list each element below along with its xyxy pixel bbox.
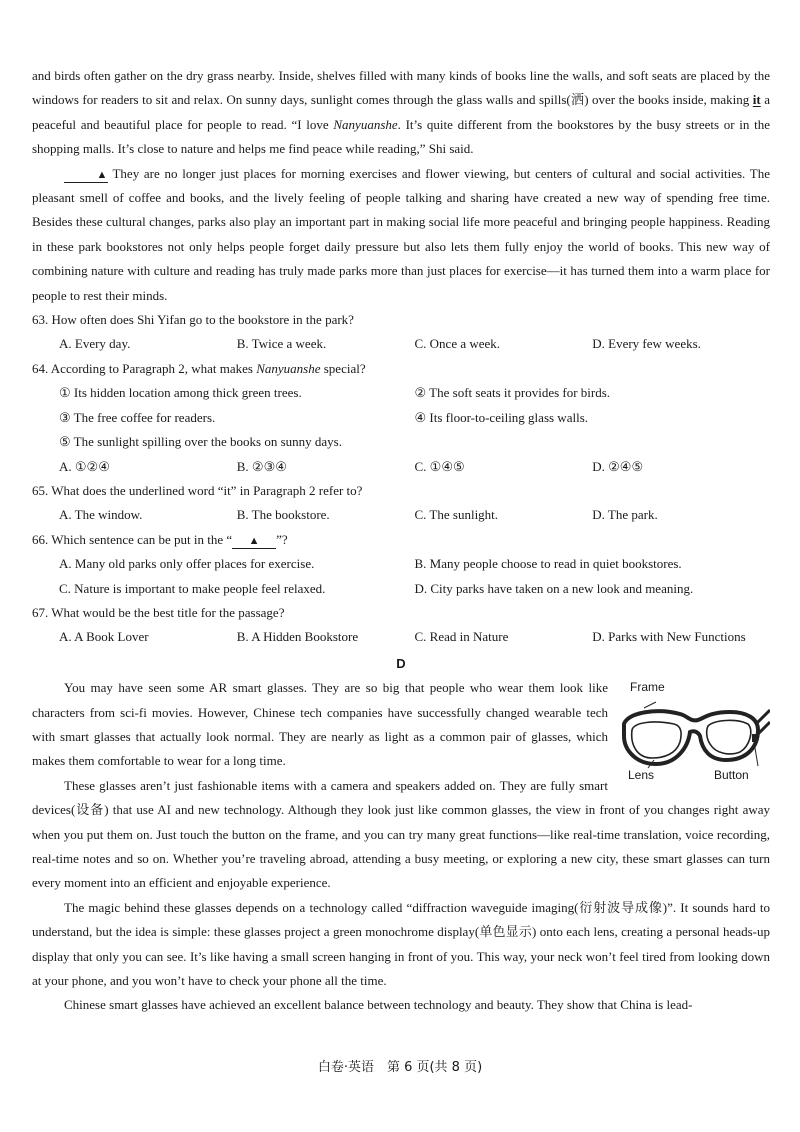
option-d: D. ②④⑤ <box>592 458 644 474</box>
figure-label-frame: Frame <box>630 680 665 695</box>
question-stem: 66. Which sentence can be put in the “ ▲ ”? <box>32 531 288 547</box>
passage-d-paragraph-3: The magic behind these glasses depends on a technology called “diffraction waveguide imaging(衍射波导成像)”. It sounds hard to understand, but the idea is simple: these glasses project a green monochrome display(单色显示) onto each lens, creating a personal heads-up display that only you can see. It’s like having a small screen hanging in front of you. This way, your neck won’t feel tired from looking down at your phone, and you won’t have to check your phone all the time. <box>32 899 770 989</box>
question-66 <box>32 528 770 601</box>
option-a: A. Every day. <box>59 336 131 352</box>
options <box>32 503 770 527</box>
passage-c-paragraph-3: ▲ They are no longer just places for morning exercises and flower viewing, but centers of cultural and social activities. The pleasant smell of coffee and books, and the lively feeling of people talking and sharing have created a new way of spending free time. Besides these cultural changes, parks also play an important part in making social life more peaceful and bringing people happiness. Reading in these park bookstores not only helps people forget daily pressure but also lets them fully enjoy the world of books. This new way of combining nature with culture and reading has truly made parks more than just places for exercise—it has turned them into a warm place for people to rest their minds. <box>32 165 770 303</box>
option-c: C. ①④⑤ <box>414 458 465 474</box>
option-a: A. ①②④ <box>59 458 110 474</box>
question-stem: 67. What would be the best title for the passage? <box>32 604 285 620</box>
option-a: A. A Book Lover <box>59 629 149 645</box>
option-b: B. Many people choose to read in quiet bookstores. <box>414 556 682 572</box>
question-64 <box>32 357 770 479</box>
statement-3: ③ The free coffee for readers. <box>59 409 216 425</box>
options <box>32 577 770 601</box>
options <box>32 625 770 649</box>
option-b: B. ②③④ <box>236 458 287 474</box>
question-stem: 64. According to Paragraph 2, what makes Nanyuanshe special? <box>32 360 366 376</box>
smart-glasses-figure <box>618 680 770 790</box>
passage-d-paragraph-4: Chinese smart glasses have achieved an excellent balance between technology and beauty. They show that China is lead- <box>64 997 693 1013</box>
question-65 <box>32 479 770 528</box>
option-d: D. Parks with New Functions <box>592 629 746 645</box>
answer-blank: ▲ <box>64 168 108 183</box>
page-footer: 白卷·英语 第 6 页(共 8 页) <box>317 1060 483 1075</box>
statement-1: ① Its hidden location among thick green trees. <box>59 385 302 401</box>
options <box>32 455 770 479</box>
figure-label-button: Button <box>714 768 749 783</box>
option-b: B. The bookstore. <box>236 507 330 523</box>
glasses-icon <box>618 690 770 783</box>
option-d: D. Every few weeks. <box>592 336 701 352</box>
bookstore-name: Nanyuanshe <box>333 116 398 132</box>
passage-d-paragraph-1: You may have seen some AR smart glasses. They are so big that people who wear them look like characters from sci-fi movies. However, Chinese tech companies have successfully changed wearable tech with smart glasses that actually look normal. They are nearly as light as a common pair of glasses, which makes them comfortable to wear for a long time. <box>32 680 608 769</box>
exam-page <box>32 64 770 1018</box>
statement-row <box>32 406 770 430</box>
option-c: C. The sunlight. <box>414 507 499 523</box>
question-67 <box>32 601 770 650</box>
statement-5: ⑤ The sunlight spilling over the books on sunny days. <box>59 434 342 450</box>
passage-d-paragraph-2: These glasses aren’t just fashionable items with a camera and speakers added on. They are fully smart devices(设备) that use AI and new technology. Although they look just like common glasses, the view in front of you changes right away when you put them on. Just touch the button on the frame, and you can try many great functions—like real-time translation, voice recording, real-time notes and so on. Whether you’re traveling abroad, attending a busy meeting, or exploring a new city, these smart glasses can turn every moment into an efficient and enjoyable experience. <box>32 777 770 891</box>
option-b: B. Twice a week. <box>236 336 327 352</box>
option-b: B. A Hidden Bookstore <box>236 629 359 645</box>
question-63 <box>32 308 770 357</box>
option-c: C. Once a week. <box>414 336 501 352</box>
option-c: C. Nature is important to make people feel relaxed. <box>59 580 326 596</box>
option-a: A. The window. <box>59 507 143 523</box>
answer-blank: ▲ <box>232 534 276 549</box>
button-icon <box>752 734 758 742</box>
question-stem: 65. What does the underlined word “it” in Paragraph 2 refer to? <box>32 482 363 498</box>
question-stem: 63. How often does Shi Yifan go to the bookstore in the park? <box>32 312 354 328</box>
section-heading: D <box>396 655 406 671</box>
option-d: D. City parks have taken on a new look and meaning. <box>414 580 694 596</box>
options <box>32 552 770 576</box>
option-d: D. The park. <box>592 507 658 523</box>
statement-row <box>32 381 770 405</box>
figure-label-lens: Lens <box>628 768 655 783</box>
underlined-it: it <box>752 92 761 108</box>
passage-c-paragraph-2: and birds often gather on the dry grass nearby. Inside, shelves filled with many kinds of books line the walls, and soft seats are placed by the windows for readers to sit and relax. On sunny days, sunlight comes through the glass walls and spills(洒) over the books inside, making it a peaceful and beautiful place for people to read. “I love Nanyuanshe. It’s quite different from the bookstores by the busy streets or in the shopping malls. It’s close to nature and helps me find peace while reading,” Shi said. <box>32 68 770 157</box>
statement-2: ② The soft seats it provides for birds. <box>414 385 611 401</box>
option-c: C. Read in Nature <box>414 629 509 645</box>
option-a: A. Many old parks only offer places for exercise. <box>59 556 315 572</box>
statement-4: ④ Its floor-to-ceiling glass walls. <box>414 409 589 425</box>
options <box>32 332 770 356</box>
